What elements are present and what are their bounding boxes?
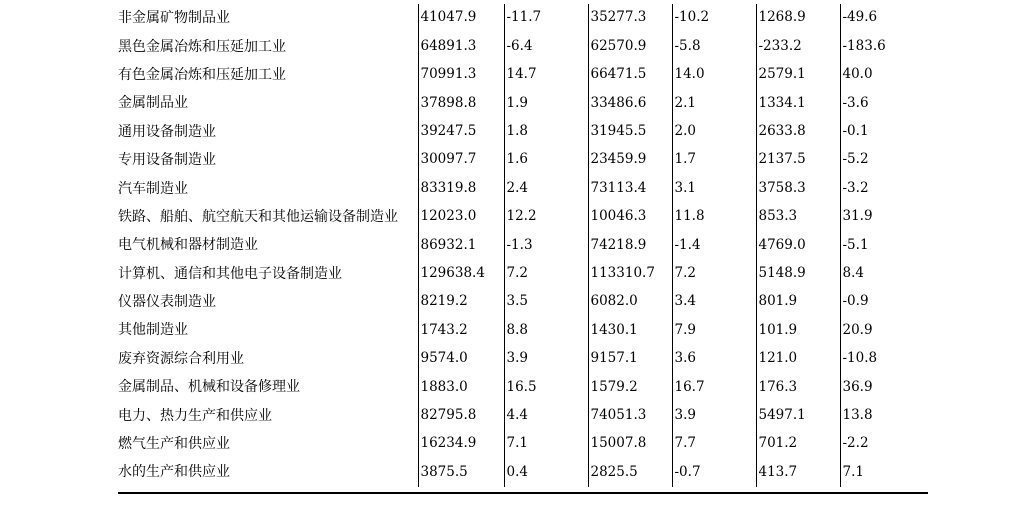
value-col-6-cell: 8.4 [840,260,928,288]
industry-name-cell: 专用设备制造业 [118,152,216,169]
table-row [118,118,928,146]
value-col-1-cell: 82795.8 [418,401,504,429]
industry-name-cell: 仪器仪表制造业 [118,294,216,311]
value-col-1-cell: 39247.5 [418,118,504,146]
value-col-4-cell: 7.7 [672,430,756,458]
value-col-1-cell: 8219.2 [418,288,504,316]
value-col-6-cell: 7.1 [840,458,928,486]
industry-name-cell: 电力、热力生产和供应业 [118,407,272,424]
industry-name-cell: 铁路、船舶、航空航天和其他运输设备制造业 [118,208,398,225]
value-col-2-cell: 3.5 [504,288,588,316]
value-col-5-cell: 5148.9 [756,260,840,288]
value-col-4-cell: 16.7 [672,373,756,401]
industry-name-cell: 非金属矿物制品业 [118,10,230,27]
industry-name-cell: 燃气生产和供应业 [118,436,230,453]
value-col-3-cell: 35277.3 [588,4,672,32]
value-col-4-cell: 11.8 [672,203,756,231]
value-col-1-cell: 16234.9 [418,430,504,458]
value-col-1-cell: 64891.3 [418,32,504,60]
industry-name-cell: 汽车制造业 [118,180,188,197]
value-col-3-cell: 6082.0 [588,288,672,316]
value-col-4-cell: 1.7 [672,146,756,174]
value-col-2-cell: 2.4 [504,174,588,202]
value-col-2-cell: 1.6 [504,146,588,174]
table-row [118,458,928,486]
value-col-5-cell: 176.3 [756,373,840,401]
value-col-2-cell: 8.8 [504,316,588,344]
value-col-6-cell: -183.6 [840,32,928,60]
value-col-6-cell: 20.9 [840,316,928,344]
value-col-3-cell: 2825.5 [588,458,672,486]
table-row [118,32,928,60]
value-col-3-cell: 1430.1 [588,316,672,344]
value-col-6-cell: -0.9 [840,288,928,316]
table-row [118,89,928,117]
value-col-4-cell: 2.0 [672,118,756,146]
value-col-4-cell: -10.2 [672,4,756,32]
value-col-4-cell: 3.9 [672,401,756,429]
value-col-6-cell: -5.1 [840,231,928,259]
value-col-2-cell: 3.9 [504,345,588,373]
value-col-1-cell: 70991.3 [418,61,504,89]
value-col-6-cell: -49.6 [840,4,928,32]
value-col-5-cell: 853.3 [756,203,840,231]
value-col-2-cell: -1.3 [504,231,588,259]
value-col-4-cell: -1.4 [672,231,756,259]
value-col-2-cell: -11.7 [504,4,588,32]
value-col-6-cell: 36.9 [840,373,928,401]
value-col-6-cell: -5.2 [840,146,928,174]
table-row [118,146,928,174]
value-col-2-cell: 12.2 [504,203,588,231]
value-col-2-cell: 1.8 [504,118,588,146]
value-col-3-cell: 10046.3 [588,203,672,231]
value-col-6-cell: 13.8 [840,401,928,429]
value-col-4-cell: 7.2 [672,260,756,288]
value-col-5-cell: 101.9 [756,316,840,344]
table-bottom-rule [118,492,928,494]
table-row [118,345,928,373]
industry-name-cell: 其他制造业 [118,322,188,339]
table-row [118,4,928,32]
table-body [118,4,928,487]
value-col-3-cell: 15007.8 [588,430,672,458]
value-col-2-cell: 4.4 [504,401,588,429]
value-col-1-cell: 1743.2 [418,316,504,344]
value-col-6-cell: 40.0 [840,61,928,89]
value-col-4-cell: 2.1 [672,89,756,117]
value-col-3-cell: 31945.5 [588,118,672,146]
table-row [118,316,928,344]
value-col-3-cell: 113310.7 [588,260,672,288]
value-col-4-cell: 14.0 [672,61,756,89]
industry-name-cell: 金属制品、机械和设备修理业 [118,379,300,396]
value-col-1-cell: 37898.8 [418,89,504,117]
table-row [118,373,928,401]
value-col-6-cell: -0.1 [840,118,928,146]
value-col-2-cell: 0.4 [504,458,588,486]
value-col-4-cell: 3.4 [672,288,756,316]
value-col-6-cell: 31.9 [840,203,928,231]
value-col-3-cell: 9157.1 [588,345,672,373]
value-col-5-cell: 5497.1 [756,401,840,429]
value-col-5-cell: 2633.8 [756,118,840,146]
value-col-2-cell: 16.5 [504,373,588,401]
value-col-3-cell: 74051.3 [588,401,672,429]
value-col-1-cell: 41047.9 [418,4,504,32]
value-col-6-cell: -2.2 [840,430,928,458]
table-row [118,401,928,429]
industry-name-cell: 废弃资源综合利用业 [118,350,244,367]
industry-name-cell: 电气机械和器材制造业 [118,237,258,254]
table-row [118,231,928,259]
value-col-3-cell: 73113.4 [588,174,672,202]
value-col-2-cell: 1.9 [504,89,588,117]
value-col-2-cell: -6.4 [504,32,588,60]
value-col-5-cell: 1268.9 [756,4,840,32]
table-row [118,260,928,288]
value-col-5-cell: 4769.0 [756,231,840,259]
value-col-3-cell: 23459.9 [588,146,672,174]
value-col-2-cell: 7.1 [504,430,588,458]
industry-name-cell: 金属制品业 [118,95,188,112]
value-col-4-cell: -5.8 [672,32,756,60]
value-col-5-cell: 413.7 [756,458,840,486]
value-col-5-cell: 2137.5 [756,146,840,174]
table-row [118,174,928,202]
value-col-3-cell: 1579.2 [588,373,672,401]
industry-name-cell: 计算机、通信和其他电子设备制造业 [118,265,342,282]
value-col-3-cell: 74218.9 [588,231,672,259]
value-col-1-cell: 129638.4 [418,260,504,288]
industry-statistics-table [118,4,928,487]
value-col-1-cell: 9574.0 [418,345,504,373]
value-col-5-cell: -233.2 [756,32,840,60]
industry-name-cell: 有色金属冶炼和压延加工业 [118,66,286,83]
value-col-4-cell: 3.6 [672,345,756,373]
industry-name-cell: 通用设备制造业 [118,123,216,140]
value-col-4-cell: 7.9 [672,316,756,344]
value-col-5-cell: 2579.1 [756,61,840,89]
value-col-5-cell: 121.0 [756,345,840,373]
value-col-4-cell: 3.1 [672,174,756,202]
industry-name-cell: 黑色金属冶炼和压延加工业 [118,38,286,55]
value-col-2-cell: 14.7 [504,61,588,89]
value-col-1-cell: 12023.0 [418,203,504,231]
value-col-6-cell: -10.8 [840,345,928,373]
industry-name-cell: 水的生产和供应业 [118,464,230,481]
value-col-1-cell: 30097.7 [418,146,504,174]
table-row [118,203,928,231]
table-row [118,61,928,89]
value-col-1-cell: 1883.0 [418,373,504,401]
value-col-5-cell: 1334.1 [756,89,840,117]
value-col-1-cell: 3875.5 [418,458,504,486]
value-col-1-cell: 86932.1 [418,231,504,259]
value-col-5-cell: 701.2 [756,430,840,458]
value-col-2-cell: 7.2 [504,260,588,288]
value-col-5-cell: 801.9 [756,288,840,316]
value-col-5-cell: 3758.3 [756,174,840,202]
value-col-3-cell: 33486.6 [588,89,672,117]
table-row [118,288,928,316]
table-row [118,430,928,458]
value-col-3-cell: 66471.5 [588,61,672,89]
value-col-4-cell: -0.7 [672,458,756,486]
value-col-3-cell: 62570.9 [588,32,672,60]
value-col-1-cell: 83319.8 [418,174,504,202]
value-col-6-cell: -3.2 [840,174,928,202]
value-col-6-cell: -3.6 [840,89,928,117]
